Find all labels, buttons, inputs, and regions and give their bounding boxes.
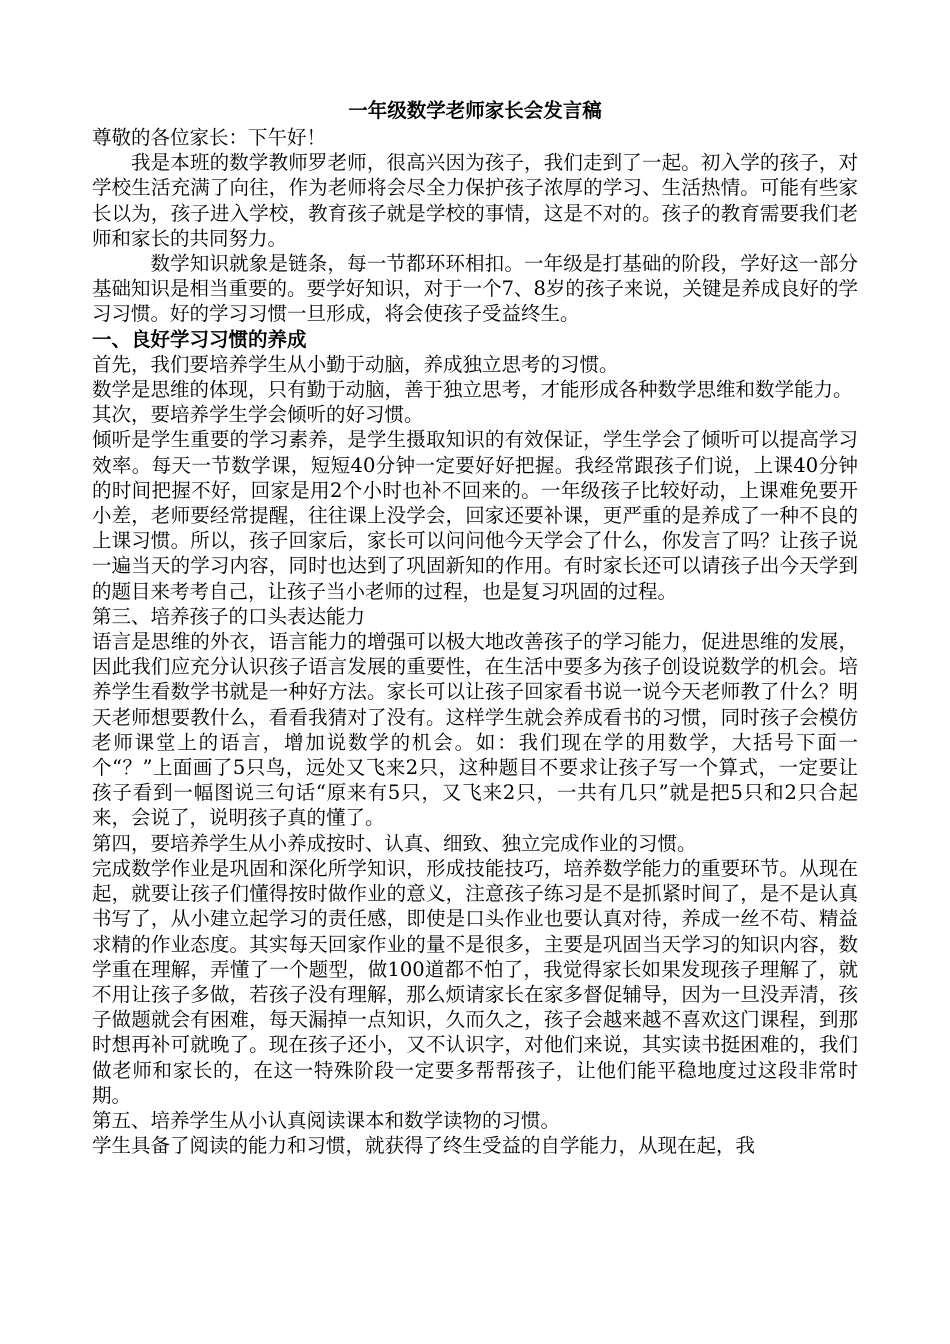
paragraph-second-habit: 其次，要培养学生学会倾听的好习惯。 — [92, 403, 424, 427]
paragraph-language: 语言是思维的外衣，语言能力的增强可以极大地改善孩子的学习能力，促进思维的发展，因此我们应充分认识孩子语言发展的重要性，在生活中要多为孩子创设说数学的机会。培养学生看数学书就是一种好方法。家长可以让孩子回家看书说一说今天老师教了什么？明天老师想要教什么，看看我猜对了没有。这样学生就会养成看书的习惯，同时孩子会模仿老师课堂上的语言，增加说数学的机会。如：我们现在学的用数学，大括号下面一个“？”上面画了5只鸟，远处又飞来2只，这种题目不要求让孩子写一个算式，一定要让孩子看到一幅图说三句话“原来有5只，又飞来2只，一共有几只”就是把5只和2只合起来，会说了，说明孩子真的懂了。 — [92, 630, 858, 830]
paragraph-fifth-habit: 第五、培养学生从小认真阅读课本和数学读物的习惯。 — [92, 1108, 561, 1132]
paragraph-thinking: 数学是思维的体现，只有勤于动脑，善于独立思考，才能形成各种数学思维和数学能力。 — [92, 378, 853, 402]
paragraph-reading: 学生具备了阅读的能力和习惯，就获得了终生受益的自学能力，从现在起，我 — [92, 1134, 756, 1158]
paragraph-listening: 倾听是学生重要的学习素养，是学生摄取知识的有效保证，学生学会了倾听可以提高学习效率。每天一节数学课，短短40分钟一定要好好把握。我经常跟孩子们说，上课40分钟的时间把握不好，回家是用2个小时也补不回来的。一年级孩子比较好动，上课难免要开小差，老师要经常提醒，往往课上没学会，回家还要补课，更严重的是养成了一种不良的上课习惯。所以，孩子回家后，家长可以问问他今天学会了什么，你发言了吗？让孩子说一遍当天的学习内容，同时也达到了巩固新知的作用。有时家长还可以请孩子出今天学到的题目来考考自己，让孩子当小老师的过程，也是复习巩固的过程。 — [92, 428, 858, 603]
greeting: 尊敬的各位家长：下午好！ — [92, 126, 327, 149]
section-heading: 一、良好学习习惯的养成 — [92, 327, 307, 351]
paragraph-fourth-habit: 第四，要培养学生从小养成按时、认真、细致、独立完成作业的习惯。 — [92, 831, 697, 855]
paragraph-first-habit: 首先，我们要培养学生从小勤于动脑，养成独立思考的习惯。 — [92, 352, 619, 376]
document-title: 一年级数学老师家长会发言稿 — [348, 99, 602, 122]
intro-paragraph-2: 数学知识就象是链条，每一节都环环相扣。一年级是打基础的阶段，学好这一部分基础知识是相当重要的。要学好知识，对于一个7、8岁的孩子来说，关键是养成良好的学习习惯。好的学习习惯一旦形成，将会使孩子受益终生。 — [92, 252, 858, 326]
intro-paragraph-1: 我是本班的数学教师罗老师，很高兴因为孩子，我们走到了一起。初入学的孩子，对学校生活充满了向往，作为老师将会尽全力保护孩子浓厚的学习、生活热情。可能有些家长以为，孩子进入学校，教育孩子就是学校的事情，这是不对的。孩子的教育需要我们老师和家长的共同努力。 — [92, 151, 858, 250]
paragraph-homework: 完成数学作业是巩固和深化所学知识，形成技能技巧，培养数学能力的重要环节。从现在起，就要让孩子们懂得按时做作业的意义，注意孩子练习是不是抓紧时间了，是不是认真书写了，从小建立起学习的责任感，即使是口头作业也要认真对待，养成一丝不苟、精益求精的作业态度。其实每天回家作业的量不是很多，主要是巩固当天学习的知识内容，数学重在理解，弄懂了一个题型，做100道都不怕了，我觉得家长如果发现孩子理解了，就不用让孩子多做，若孩子没有理解，那么烦请家长在家多督促辅导，因为一旦没弄清，孩子做题就会有困难，每天漏掉一点知识，久而久之，孩子会越来越不喜欢这门课程，到那时想再补可就晚了。现在孩子还小，又不认识字，对他们来说，其实读书挺困难的，我们做老师和家长的，在这一特殊阶段一定要多帮帮孩子，让他们能平稳地度过这段非常时期。 — [92, 856, 858, 1107]
paragraph-third-habit: 第三、培养孩子的口头表达能力 — [92, 604, 366, 628]
document-page — [92, 97, 858, 1158]
